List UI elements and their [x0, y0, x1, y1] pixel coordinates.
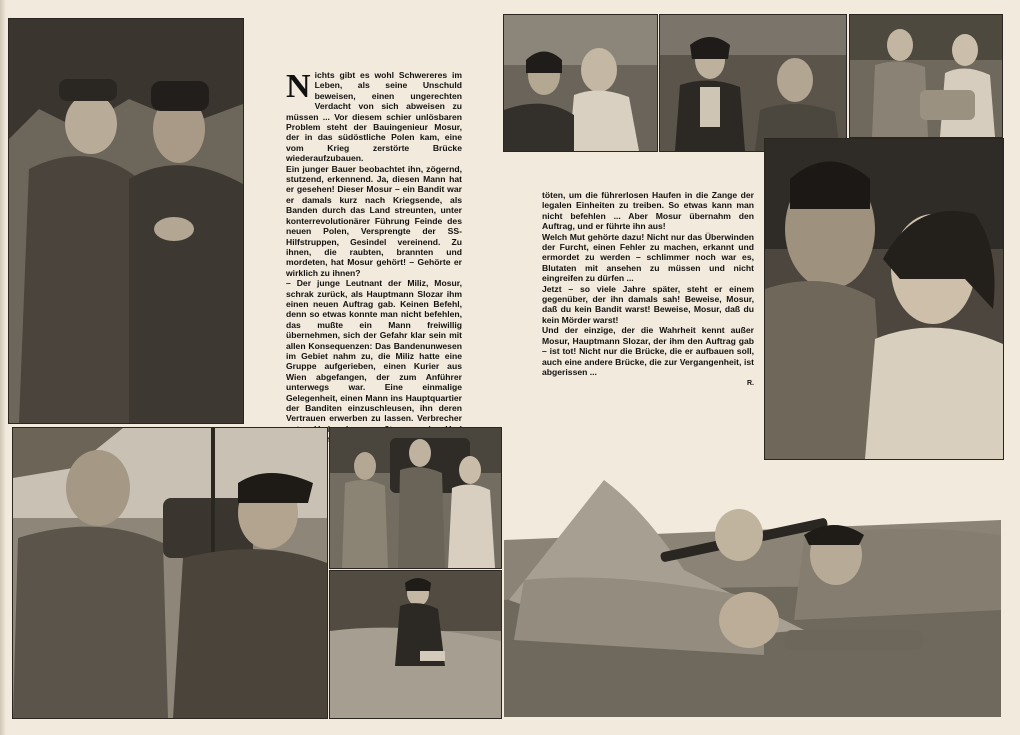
- photo-group-with-truck: [329, 427, 502, 569]
- photo-woman-in-field: [329, 570, 502, 719]
- photo-officer-and-man-seated: [12, 427, 328, 719]
- photo-men-lying-grass: [504, 480, 1001, 717]
- article-paragraph: Ein junger Bauer beobachtet ihn, zögernd, stutzend, erkennend. Ja, diesen Mann hat er gesehen! Dieser Mosur – ein Bandit war er damals kurz nach Kriegsende, als Banden durch das Land streunten, unter konterrevolutionärer Führung Feinde des neuen Polen, Versprengte der SS-Hilfstruppen, Gesindel vereinend. Zu ihnen, die raubten, brannten und mordeten, hat Mosur gehört! – Gehörte er wirklich zu ihnen?: [286, 163, 462, 278]
- article-column-1: [286, 68, 462, 424]
- woman-and-man-icon: [504, 15, 657, 151]
- photo-woman-man-forest: [503, 14, 658, 152]
- woman-alone-icon: [330, 571, 501, 718]
- two-men-embracing-icon: [9, 19, 243, 423]
- article-dropcap: N: [286, 68, 311, 105]
- page-fold: [0, 0, 6, 735]
- article-column-2: [542, 190, 754, 410]
- article-paragraph: Jetzt – so viele Jahre später, steht er einem gegenüber, der ihn damals sah! Beweise, Mosur, daß du kein Bandit warst! Beweise, Mosur, daß du kein Mörder warst!: [542, 283, 754, 325]
- woman-and-officer-icon: [660, 15, 846, 151]
- group-scene-icon: [330, 428, 501, 568]
- article-paragraph: töten, um die führerlosen Haufen in die Zange der legalen Einheiten zu treiben. So etwas kann man nicht befehlen ... Aber Mosur übernahm den Auftrag, und er führte ihn aus!: [542, 190, 754, 232]
- photo-couple-closeup: [764, 138, 1004, 460]
- photo-soldier-woman-basket: [849, 14, 1003, 138]
- photo-woman-officer: [659, 14, 847, 152]
- men-with-rifle-icon: [504, 480, 1001, 717]
- article-paragraph: ichts gibt es wohl Schwereres im Leben, als seine Unschuld beweisen, einen ungerechten Verdacht von sich abweisen zu müssen ... Vor diesem schier unlösbaren Problem steht der Bauingenieur Mosur, der in das südöstliche Polen kam, eine vom Krieg zerstörte Brücke wiederaufzubauen.: [286, 70, 462, 164]
- couple-closeup-icon: [765, 139, 1003, 459]
- article-paragraph: – Der junge Leutnant der Miliz, Mosur, schrak zurück, als Hauptmann Slozar ihm einen neuen Auftrag gab. Keinen Befehl, denn so etwas konnte man nicht befehlen, das mußte ein Mann freiwillig übernehmen, sich der Gefahr klar sein mit allen Konsequenzen: Das Bandenunwesen im Gebiet nahm zu, die Miliz hatte eine Gruppe aufgerieben, einen Kurier aus Wien abgefangen, der zum Anführer unterwegs war. Eine einmalige Gelegenheit, einen Mann ins Hauptquartier der Banditen einzuschleusen, ihn deren Vertrauen erwerben zu lassen. Verbrecher: [286, 278, 462, 424]
- photo-two-men-coats: [8, 18, 244, 424]
- officer-and-man-icon: [13, 428, 327, 718]
- article-signature: R.: [747, 380, 754, 388]
- article-paragraph: Welch Mut gehörte dazu! Nicht nur das Überwinden der Furcht, einen Fehler zu machen, erkannt und ermordet zu werden – schlimmer noch war es, Blutaten mit ansehen zu müssen und nicht eingreifen zu dürfen ...: [542, 231, 754, 284]
- soldier-and-woman-icon: [850, 15, 1002, 137]
- article-paragraph: Und der einzige, der die Wahrheit kennt außer Mosur, Hauptmann Slozar, der ihm den Auftrag gab – ist tot! Nicht nur die Brücke, die er aufbauen soll, auch eine andere Brücke, die zur Vergangenheit, ist abgerissen ...: [542, 325, 754, 377]
